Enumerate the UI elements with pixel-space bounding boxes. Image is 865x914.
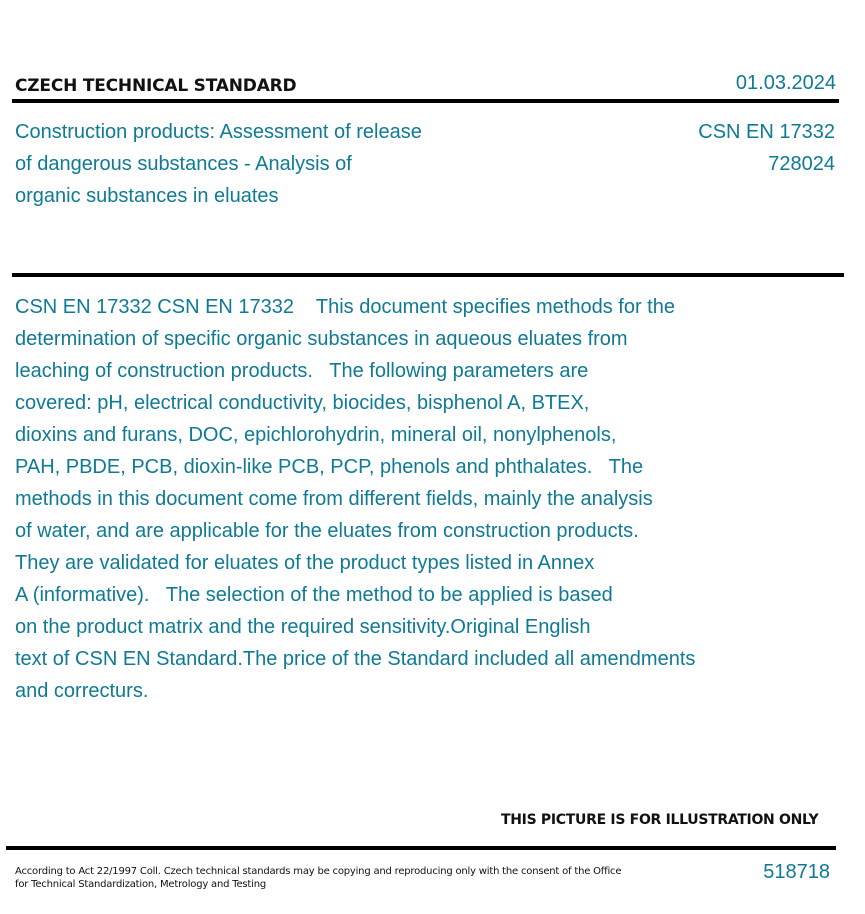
description-line: A (informative). The selection of the method to be applied is based bbox=[15, 584, 613, 606]
standard-title bbox=[15, 116, 475, 212]
document-type-heading: CZECH TECHNICAL STANDARD bbox=[15, 76, 297, 96]
description-line: CSN EN 17332 CSN EN 17332 This document specifies methods for the bbox=[15, 296, 675, 318]
standard-description bbox=[15, 291, 775, 707]
standard-identifiers bbox=[698, 116, 835, 180]
description-line: on the product matrix and the required sensitivity.Original English bbox=[15, 616, 591, 638]
standard-title-line: organic substances in eluates bbox=[15, 185, 279, 207]
title-divider bbox=[12, 273, 844, 277]
description-line: covered: pH, electrical conductivity, biocides, bisphenol A, BTEX, bbox=[15, 392, 590, 414]
standard-code: CSN EN 17332 bbox=[698, 121, 835, 143]
legal-notice-line: for Technical Standardization, Metrology and Testing bbox=[15, 879, 266, 890]
description-line: of water, and are applicable for the eluates from construction products. bbox=[15, 520, 639, 542]
publication-date: 01.03.2024 bbox=[735, 72, 836, 94]
illustration-disclaimer: THIS PICTURE IS FOR ILLUSTRATION ONLY bbox=[501, 812, 819, 828]
footer-divider bbox=[6, 846, 836, 850]
description-line: They are validated for eluates of the product types listed in Annex bbox=[15, 552, 595, 574]
document-number: 518718 bbox=[763, 861, 830, 883]
class-number: 728024 bbox=[768, 153, 835, 175]
description-line: methods in this document come from different fields, mainly the analysis bbox=[15, 488, 653, 510]
description-line: and correcturs. bbox=[15, 680, 149, 702]
description-line: leaching of construction products. The following parameters are bbox=[15, 360, 589, 382]
standard-title-line: of dangerous substances - Analysis of bbox=[15, 153, 352, 175]
legal-notice-line: According to Act 22/1997 Coll. Czech technical standards may be copying and reproducing only with the consent of the Office bbox=[15, 866, 622, 877]
standard-title-line: Construction products: Assessment of release bbox=[15, 121, 422, 143]
description-line: PAH, PBDE, PCB, dioxin-like PCB, PCP, phenols and phthalates. The bbox=[15, 456, 644, 478]
description-line: determination of specific organic substances in aqueous eluates from bbox=[15, 328, 628, 350]
description-line: dioxins and furans, DOC, epichlorohydrin, mineral oil, nonylphenols, bbox=[15, 424, 617, 446]
legal-notice bbox=[15, 865, 622, 891]
description-line: text of CSN EN Standard.The price of the Standard included all amendments bbox=[15, 648, 696, 670]
header-divider bbox=[12, 99, 839, 103]
